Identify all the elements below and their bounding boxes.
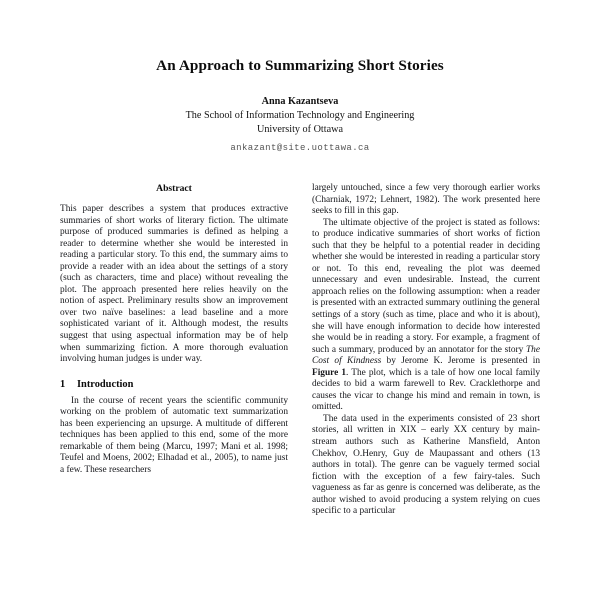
- left-column: [60, 183, 288, 600]
- section-number: 1: [60, 378, 66, 390]
- author-block: [60, 95, 540, 155]
- author-affiliation-school: The School of Information Technology and Engineering: [185, 110, 415, 122]
- right-paragraph-3: The data used in the experiments consisted of 23 short stories, all written in XIX – early XX century by main-stream authors such as Katherine Mansfield, Anton Chekhov, O.Henry, Guy de Maupassant and others (13 authors in total). The genre can be vaguely termed social fiction with the exception of a few fairy-tales. Such vagueness as far as genre is concerned was deliberate, as the author wished to avoid producing a system relying on cues specific to a particular: [312, 413, 540, 517]
- right-paragraph-2-part2: by Jerome K. Jerome is presented in: [381, 356, 540, 367]
- author-name: Anna Kazantseva: [261, 96, 339, 108]
- section-heading-introduction: [60, 379, 288, 391]
- right-paragraph-2: [312, 218, 540, 414]
- two-column-body: [60, 183, 540, 600]
- abstract-heading: Abstract: [156, 183, 192, 194]
- page-title: An Approach to Summarizing Short Stories: [156, 57, 444, 74]
- right-paragraph-2-part3: . The plot, which is a tale of how one local family decides to bid a warm farewell to Rev. Cracklethorpe and causes the vicar to change his mind and remain in town, is omitted.: [312, 367, 540, 413]
- author-affiliation-university: University of Ottawa: [256, 124, 343, 136]
- figure-reference: Figure 1: [312, 367, 347, 378]
- introduction-paragraph: In the course of recent years the scientific community working on the problem of automatic text summarization has been experiencing an upsurge. A multitude of different techniques has been applied to this end, some of the more remarkable of them being (Marcu, 1997; Mani et al. 1998; Teufel and Moens, 2002; Elhadad et al., 2005), to name just a few. These researchers: [60, 395, 288, 475]
- right-paragraph-2-part1: The ultimate objective of the project is stated as follows: to produce indicative summaries of short works of fiction such that they be helpful to a potential reader in deciding whether she would be interested in reading a particular story or not. To this end, revealing the plot was deemed unnecessary and even undesirable. Instead, the current approach relies on the following assumption: when a reader is presented with an extracted summary outlining the general settings of a story (such as time, place and who it is about), she will have enough information to decide how interested she would be in reading a story. For example, a fragment of such a summary, produced by an annotator for the story: [312, 217, 540, 355]
- author-email: ankazant@site.uottawa.ca: [230, 143, 370, 154]
- right-column: [312, 183, 540, 600]
- story-title-cost-of-kindness: The Cost of Kindness: [312, 344, 540, 367]
- right-paragraph-1: largely untouched, since a few very thorough earlier works (Charniak, 1972; Lehnert, 1982). The work presented here seeks to fill in this gap.: [312, 183, 540, 217]
- abstract-text: This paper describes a system that produces extractive summaries of short works of literary fiction. The ultimate purpose of produced summaries is defined as helping a reader to determine whether she would be interested in reading a particular story. To this end, the summary aims to provide a reader with an idea about the settings of a story (such as characters, time and place) without revealing the plot. The approach presented here relies heavily on the notion of aspect. Preliminary results show an improvement over two naïve baselines: a lead baseline and a more sophisticated variant of it. Although modest, the results suggest that using aspectual information may be of help when summarizing fiction. A more thorough evaluation involving human judges is under way.: [60, 204, 288, 365]
- section-title: Introduction: [77, 378, 134, 390]
